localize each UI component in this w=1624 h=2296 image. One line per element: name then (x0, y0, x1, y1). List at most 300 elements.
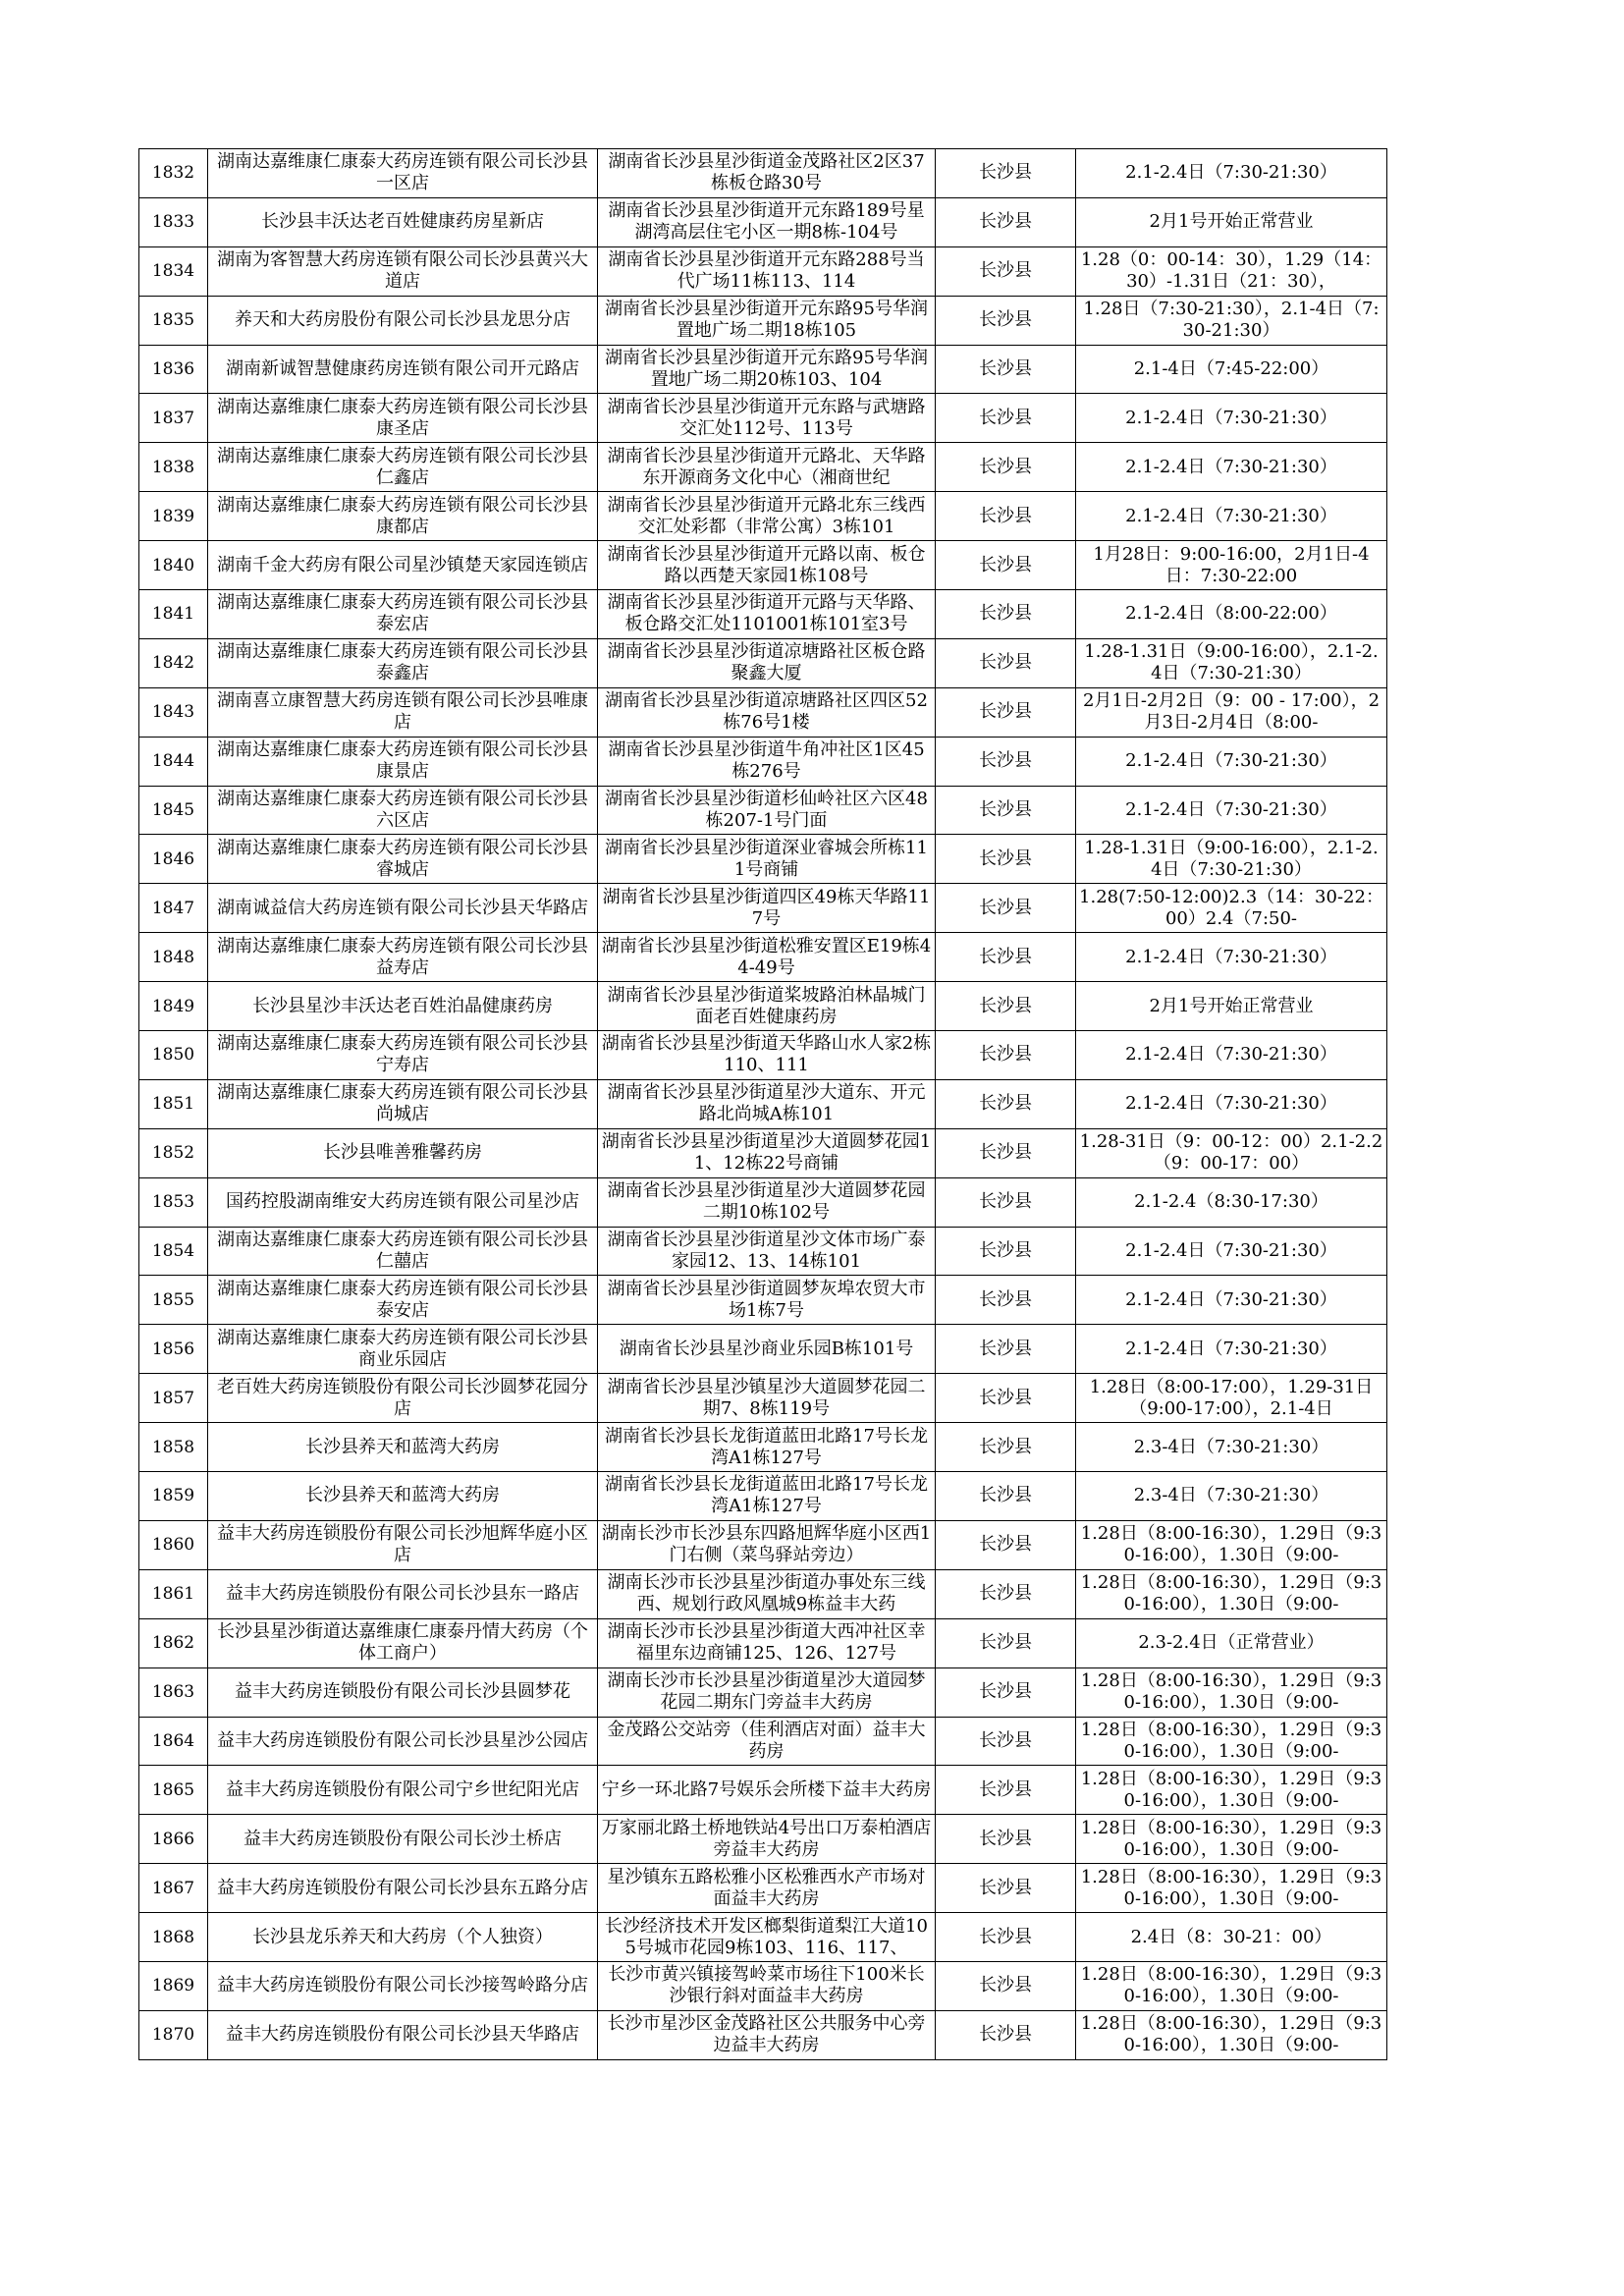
row-number (139, 1618, 208, 1667)
cell-hours: 2.3-2.4日（正常营业） (1138, 1632, 1325, 1654)
row-number (139, 1031, 208, 1080)
table-row (139, 1472, 1387, 1521)
cell-name: 老百姓大药房连锁股份有限公司长沙圆梦花园分店 (217, 1376, 588, 1419)
row-number (139, 149, 208, 198)
cell-county: 长沙县 (979, 1191, 1032, 1213)
business-hours (1076, 394, 1387, 443)
row-number (139, 1177, 208, 1227)
table-row (139, 835, 1387, 884)
cell-address: 湖南省长沙县星沙街道金茂路社区2区37栋板仓路30号 (608, 151, 925, 194)
cell-hours: 2.1-2.4日（7:30-21:30） (1125, 799, 1337, 821)
row-number (139, 1374, 208, 1423)
cell-hours: 1.28（0：00-14：30），1.29（14：30）-1.31日（21：30）， (1080, 249, 1382, 293)
pharmacy-address (598, 1667, 936, 1717)
cell-address: 湖南省长沙县星沙街道星沙大道圆梦花园二期10栋102号 (607, 1180, 926, 1224)
table-row (139, 1864, 1387, 1913)
cell-no: 1865 (151, 1779, 195, 1800)
cell-county: 长沙县 (979, 603, 1032, 625)
cell-county: 长沙县 (979, 358, 1032, 379)
cell-no: 1844 (151, 751, 195, 772)
cell-address: 湖南省长沙县星沙街道星沙大道圆梦花园11、12栋22号商铺 (601, 1131, 932, 1175)
cell-county: 长沙县 (979, 1877, 1032, 1898)
pharmacy-address (598, 1177, 936, 1227)
cell-county: 长沙县 (979, 946, 1032, 967)
cell-name: 长沙县养天和蓝湾大药房 (305, 1436, 500, 1457)
pharmacy-name (208, 345, 598, 394)
county (936, 1667, 1076, 1717)
cell-hours: 1.28-1.31日（9:00-16:00），2.1-2.4日（7:30-21:30） (1084, 837, 1379, 880)
pharmacy-address (598, 492, 936, 541)
cell-name: 湖南达嘉维康仁康泰大药房连锁有限公司长沙县睿城店 (217, 837, 588, 880)
pharmacy-address (598, 1913, 936, 1962)
cell-county: 长沙县 (979, 1729, 1032, 1751)
pharmacy-name (208, 443, 598, 492)
table-row (139, 1325, 1387, 1374)
county (936, 1961, 1076, 2010)
cell-county: 长沙县 (979, 1093, 1032, 1115)
cell-county: 长沙县 (979, 1583, 1032, 1605)
cell-no: 1843 (151, 702, 195, 723)
county (936, 1128, 1076, 1177)
business-hours (1076, 884, 1387, 933)
table-row (139, 1766, 1387, 1815)
cell-no: 1840 (151, 555, 195, 575)
county (936, 149, 1076, 198)
county (936, 2010, 1076, 2059)
business-hours (1076, 2010, 1387, 2059)
cell-address: 湖南省长沙县星沙街道凉塘路社区四区52栋76号1楼 (605, 690, 928, 734)
row-number (139, 687, 208, 737)
cell-county: 长沙县 (979, 799, 1032, 821)
cell-hours: 1.28日（8:00-16:30），1.29日（9:30-16:00），1.30日（9:00- (1080, 1768, 1382, 1811)
cell-address: 湖南省长沙县星沙街道开元东路与武塘路交汇处112号、113号 (607, 396, 926, 439)
cell-county: 长沙县 (979, 847, 1032, 869)
cell-name: 益丰大药房连锁股份有限公司长沙县天华路店 (226, 2024, 579, 2046)
cell-no: 1858 (151, 1437, 195, 1457)
pharmacy-name (208, 1227, 598, 1276)
business-hours (1076, 1472, 1387, 1521)
business-hours (1076, 933, 1387, 982)
row-number (139, 1667, 208, 1717)
cell-name: 湖南达嘉维康仁康泰大药房连锁有限公司长沙县益寿店 (217, 935, 588, 978)
cell-name: 湖南达嘉维康仁康泰大药房连锁有限公司长沙县泰鑫店 (217, 641, 588, 684)
pharmacy-name (208, 737, 598, 786)
table-row (139, 1128, 1387, 1177)
cell-address: 长沙市黄兴镇接驾岭菜市场往下100米长沙银行斜对面益丰大药房 (608, 1964, 925, 2007)
business-hours (1076, 1913, 1387, 1962)
table-row (139, 982, 1387, 1031)
cell-hours: 2.1-2.4日（7:30-21:30） (1125, 505, 1337, 526)
business-hours (1076, 1374, 1387, 1423)
pharmacy-name (208, 394, 598, 443)
row-number (139, 737, 208, 786)
business-hours (1076, 638, 1387, 687)
cell-name: 湖南达嘉维康仁康泰大药房连锁有限公司长沙县泰宏店 (217, 592, 588, 635)
business-hours (1076, 197, 1387, 246)
table-row (139, 1815, 1387, 1864)
cell-no: 1861 (151, 1584, 195, 1605)
cell-address: 湖南省长沙县星沙街道深业睿城会所栋111号商铺 (605, 837, 928, 880)
cell-name: 湖南达嘉维康仁康泰大药房连锁有限公司长沙县商业乐园店 (217, 1327, 588, 1370)
cell-address: 湖南省长沙县星沙街道开元东路95号华润置地广场二期18栋105 (605, 299, 928, 342)
cell-no: 1864 (151, 1730, 195, 1751)
row-number (139, 345, 208, 394)
pharmacy-address (598, 1128, 936, 1177)
county (936, 394, 1076, 443)
cell-address: 金茂路公交站旁（佳利酒店对面）益丰大药房 (607, 1719, 926, 1762)
cell-address: 湖南长沙市长沙县星沙街道星沙大道园梦花园二期东门旁益丰大药房 (607, 1670, 926, 1714)
cell-name: 益丰大药房连锁股份有限公司长沙县星沙公园店 (217, 1729, 588, 1751)
pharmacy-name (208, 1864, 598, 1913)
pharmacy-address (598, 1961, 936, 2010)
pharmacy-address (598, 1227, 936, 1276)
pharmacy-address (598, 638, 936, 687)
pharmacy-address (598, 1815, 936, 1864)
county (936, 1374, 1076, 1423)
cell-no: 1860 (151, 1535, 195, 1556)
table-row (139, 737, 1387, 786)
county (936, 1569, 1076, 1618)
cell-county: 长沙县 (979, 1926, 1032, 1947)
table-row (139, 1667, 1387, 1717)
cell-no: 1834 (151, 261, 195, 282)
pharmacy-address (598, 1717, 936, 1766)
cell-county: 长沙县 (979, 407, 1032, 428)
table-row (139, 1913, 1387, 1962)
table-row (139, 443, 1387, 492)
cell-hours: 2.1-2.4（8:30-17:30） (1134, 1191, 1328, 1213)
table-row (139, 638, 1387, 687)
row-number (139, 1864, 208, 1913)
cell-county: 长沙县 (979, 211, 1032, 233)
cell-hours: 2.1-2.4日（7:30-21:30） (1125, 456, 1337, 477)
county (936, 1177, 1076, 1227)
pharmacy-address (598, 1766, 936, 1815)
cell-hours: 1.28-31日（9：00-12：00）2.1-2.2（9：00-17：00） (1079, 1131, 1383, 1175)
cell-county: 长沙县 (979, 1534, 1032, 1556)
table-row (139, 786, 1387, 835)
cell-county: 长沙县 (979, 1681, 1032, 1703)
cell-county: 长沙县 (979, 554, 1032, 575)
pharmacy-name (208, 687, 598, 737)
table-row (139, 296, 1387, 345)
pharmacy-name (208, 1031, 598, 1080)
cell-no: 1848 (151, 947, 195, 967)
business-hours (1076, 1520, 1387, 1569)
pharmacy-name (208, 2010, 598, 2059)
county (936, 541, 1076, 590)
cell-address: 湖南省长沙县星沙街道星沙文体市场广泰家园12、13、14栋101 (607, 1230, 926, 1273)
cell-address: 湖南省长沙县星沙街道开元东路95号华润置地广场二期20栋103、104 (605, 348, 928, 390)
cell-name: 湖南达嘉维康仁康泰大药房连锁有限公司长沙县康都店 (217, 494, 588, 537)
row-number (139, 1325, 208, 1374)
cell-name: 益丰大药房连锁股份有限公司宁乡世纪阳光店 (226, 1778, 579, 1800)
cell-name: 养天和大药房股份有限公司长沙县龙思分店 (235, 309, 570, 331)
row-number (139, 1961, 208, 2010)
cell-hours: 2.1-2.4日（7:30-21:30） (1125, 162, 1337, 184)
table-row (139, 933, 1387, 982)
row-number (139, 1717, 208, 1766)
cell-no: 1849 (151, 996, 195, 1016)
business-hours (1076, 1717, 1387, 1766)
cell-hours: 1月28日：9:00-16:00，2月1日-4日：7:30-22:00 (1093, 543, 1370, 586)
county (936, 1815, 1076, 1864)
cell-address: 湖南省长沙县星沙街道四区49栋天华路117号 (602, 886, 931, 929)
cell-hours: 2.1-2.4日（7:30-21:30） (1125, 750, 1337, 772)
table-row (139, 394, 1387, 443)
cell-hours: 2.1-4日（7:45-22:00） (1133, 358, 1329, 379)
pharmacy-address (598, 1079, 936, 1128)
pharmacy-name (208, 541, 598, 590)
business-hours (1076, 1618, 1387, 1667)
pharmacy-address (598, 687, 936, 737)
business-hours (1076, 835, 1387, 884)
county (936, 1864, 1076, 1913)
pharmacy-name (208, 884, 598, 933)
cell-no: 1838 (151, 457, 195, 477)
cell-county: 长沙县 (979, 1828, 1032, 1849)
cell-name: 湖南为客智慧大药房连锁有限公司长沙县黄兴大道店 (217, 249, 588, 293)
cell-no: 1837 (151, 408, 195, 428)
business-hours (1076, 541, 1387, 590)
pharmacy-name (208, 590, 598, 639)
pharmacy-name (208, 1177, 598, 1227)
cell-name: 益丰大药房连锁股份有限公司长沙县东一路店 (226, 1583, 579, 1605)
row-number (139, 1520, 208, 1569)
business-hours (1076, 1423, 1387, 1472)
cell-hours: 1.28日（8:00-16:30），1.29日（9:30-16:00），1.30日（9:00- (1080, 1719, 1382, 1762)
row-number (139, 1472, 208, 1521)
pharmacy-address (598, 1374, 936, 1423)
cell-no: 1853 (151, 1192, 195, 1213)
cell-county: 长沙县 (979, 701, 1032, 723)
cell-name: 湖南达嘉维康仁康泰大药房连锁有限公司长沙县仁囍店 (217, 1230, 588, 1273)
pharmacy-name (208, 786, 598, 835)
cell-address: 长沙经济技术开发区榔梨街道梨江大道105号城市花园9栋103、116、117、 (605, 1915, 928, 1958)
pharmacy-name (208, 1276, 598, 1325)
pharmacy-name (208, 1569, 598, 1618)
row-number (139, 1815, 208, 1864)
pharmacy-name (208, 197, 598, 246)
cell-county: 长沙县 (979, 1436, 1032, 1457)
cell-county: 长沙县 (979, 456, 1032, 477)
pharmacy-address (598, 296, 936, 345)
cell-county: 长沙县 (979, 1975, 1032, 1996)
business-hours (1076, 1569, 1387, 1618)
county (936, 1423, 1076, 1472)
cell-county: 长沙县 (979, 1240, 1032, 1262)
cell-name: 国药控股湖南维安大药房连锁有限公司星沙店 (226, 1191, 579, 1213)
pharmacy-name (208, 1079, 598, 1128)
cell-no: 1850 (151, 1045, 195, 1066)
business-hours (1076, 1766, 1387, 1815)
business-hours (1076, 1227, 1387, 1276)
cell-no: 1835 (151, 310, 195, 331)
table-row (139, 1961, 1387, 2010)
pharmacy-name (208, 1128, 598, 1177)
table-row (139, 246, 1387, 296)
pharmacy-address (598, 786, 936, 835)
table-body (139, 149, 1387, 2060)
cell-name: 湖南达嘉维康仁康泰大药房连锁有限公司长沙县六区店 (217, 789, 588, 832)
county (936, 687, 1076, 737)
pharmacy-address (598, 590, 936, 639)
pharmacy-name (208, 492, 598, 541)
row-number (139, 933, 208, 982)
cell-no: 1855 (151, 1289, 195, 1310)
cell-name: 益丰大药房连锁股份有限公司长沙县东五路分店 (217, 1877, 588, 1898)
county (936, 246, 1076, 296)
cell-name: 益丰大药房连锁股份有限公司长沙县圆梦花 (235, 1681, 570, 1703)
cell-county: 长沙县 (979, 1387, 1032, 1408)
cell-name: 湖南达嘉维康仁康泰大药房连锁有限公司长沙县宁寿店 (217, 1033, 588, 1076)
cell-no: 1859 (151, 1486, 195, 1506)
cell-hours: 2.1-2.4日（7:30-21:30） (1125, 1044, 1337, 1066)
cell-name: 长沙县龙乐养天和大药房（个人独资） (252, 1926, 553, 1947)
business-hours (1076, 1177, 1387, 1227)
cell-county: 长沙县 (979, 1778, 1032, 1800)
business-hours (1076, 149, 1387, 198)
business-hours (1076, 1031, 1387, 1080)
cell-address: 湖南长沙市长沙县东四路旭辉华庭小区西1门右侧（菜鸟驿站旁边） (601, 1523, 932, 1566)
cell-no: 1867 (151, 1878, 195, 1898)
cell-no: 1846 (151, 848, 195, 869)
business-hours (1076, 246, 1387, 296)
business-hours (1076, 1961, 1387, 2010)
pharmacy-name (208, 1325, 598, 1374)
pharmacy-address (598, 2010, 936, 2059)
pharmacy-table (138, 148, 1387, 2060)
cell-hours: 1.28日（8:00-16:30），1.29日（9:30-16:00），1.30日（9:00- (1080, 1670, 1382, 1714)
pharmacy-address (598, 1276, 936, 1325)
row-number (139, 1276, 208, 1325)
county (936, 296, 1076, 345)
cell-address: 湖南省长沙县星沙街道杉仙岭社区六区48栋207-1号门面 (605, 789, 928, 832)
pharmacy-name (208, 1913, 598, 1962)
cell-address: 湖南省长沙县星沙镇星沙大道圆梦花园二期7、8栋119号 (607, 1376, 926, 1419)
county (936, 933, 1076, 982)
table-row (139, 1618, 1387, 1667)
cell-no: 1866 (151, 1829, 195, 1849)
cell-hours: 2.3-4日（7:30-21:30） (1133, 1485, 1329, 1506)
table-row (139, 1177, 1387, 1227)
county (936, 982, 1076, 1031)
pharmacy-name (208, 1520, 598, 1569)
cell-no: 1856 (151, 1339, 195, 1359)
pharmacy-address (598, 1520, 936, 1569)
row-number (139, 1128, 208, 1177)
cell-address: 万家丽北路土桥地铁站4号出口万泰柏酒店旁益丰大药房 (601, 1817, 932, 1860)
cell-no: 1832 (151, 163, 195, 184)
row-number (139, 296, 208, 345)
cell-county: 长沙县 (979, 1142, 1032, 1164)
cell-hours: 2.4日（8：30-21：00） (1130, 1926, 1332, 1947)
cell-county: 长沙县 (979, 260, 1032, 282)
pharmacy-address (598, 394, 936, 443)
table-row (139, 1717, 1387, 1766)
cell-hours: 2.1-2.4日（7:30-21:30） (1125, 1338, 1337, 1359)
cell-hours: 2.3-4日（7:30-21:30） (1133, 1436, 1329, 1457)
cell-address: 湖南省长沙县星沙街道凉塘路社区板仓路聚鑫大厦 (607, 641, 926, 684)
business-hours (1076, 1325, 1387, 1374)
pharmacy-address (598, 1618, 936, 1667)
pharmacy-name (208, 1766, 598, 1815)
cell-address: 长沙市星沙区金茂路社区公共服务中心旁边益丰大药房 (607, 2013, 926, 2056)
row-number (139, 884, 208, 933)
table-row (139, 1031, 1387, 1080)
table-row (139, 1276, 1387, 1325)
cell-hours: 1.28-1.31日（9:00-16:00），2.1-2.4日（7:30-21:30） (1084, 641, 1379, 684)
cell-county: 长沙县 (979, 750, 1032, 772)
pharmacy-address (598, 835, 936, 884)
table-row (139, 1569, 1387, 1618)
pharmacy-address (598, 246, 936, 296)
cell-no: 1833 (151, 212, 195, 233)
row-number (139, 443, 208, 492)
pharmacy-address (598, 1472, 936, 1521)
cell-no: 1845 (151, 800, 195, 821)
cell-hours: 1.28日（7:30-21:30），2.1-4日（7:30-21:30） (1083, 299, 1380, 342)
row-number (139, 835, 208, 884)
cell-address: 湖南长沙市长沙县星沙街道办事处东三线西、规划行政风凰城9栋益丰大药 (607, 1572, 926, 1615)
pharmacy-name (208, 246, 598, 296)
cell-county: 长沙县 (979, 162, 1032, 184)
row-number (139, 590, 208, 639)
county (936, 737, 1076, 786)
cell-name: 湖南千金大药房有限公司星沙镇楚天家园连锁店 (217, 554, 588, 575)
pharmacy-name (208, 1961, 598, 2010)
cell-address: 湖南省长沙县星沙街道开元路以南、板仓路以西楚天家园1栋108号 (607, 543, 926, 586)
table-row (139, 345, 1387, 394)
cell-county: 长沙县 (979, 1632, 1032, 1654)
business-hours (1076, 1815, 1387, 1864)
county (936, 1031, 1076, 1080)
cell-name: 湖南喜立康智慧大药房连锁有限公司长沙县唯康店 (217, 690, 588, 734)
cell-county: 长沙县 (979, 2024, 1032, 2046)
cell-no: 1854 (151, 1241, 195, 1262)
county (936, 590, 1076, 639)
pharmacy-name (208, 1472, 598, 1521)
pharmacy-name (208, 1423, 598, 1472)
cell-hours: 2.1-2.4日（8:00-22:00） (1125, 603, 1337, 625)
cell-name: 湖南达嘉维康仁康泰大药房连锁有限公司长沙县一区店 (217, 151, 588, 194)
cell-hours: 1.28日（8:00-17:00），1.29-31日（9:00-17:00），2.1-4日 (1089, 1376, 1374, 1419)
business-hours (1076, 1079, 1387, 1128)
cell-address: 湖南省长沙县星沙街道天华路山水人家2栋110、111 (601, 1033, 932, 1076)
pharmacy-address (598, 443, 936, 492)
cell-no: 1868 (151, 1927, 195, 1947)
cell-no: 1841 (151, 604, 195, 625)
county (936, 1472, 1076, 1521)
cell-address: 湖南省长沙县星沙街道开元路北、天华路东开源商务文化中心（湘商世纪 (607, 445, 926, 488)
cell-name: 长沙县养天和蓝湾大药房 (305, 1485, 500, 1506)
row-number (139, 1766, 208, 1815)
cell-name: 湖南达嘉维康仁康泰大药房连锁有限公司长沙县尚城店 (217, 1082, 588, 1125)
cell-address: 湖南省长沙县长龙街道蓝田北路17号长龙湾A1栋127号 (605, 1474, 928, 1517)
cell-address: 宁乡一环北路7号娱乐会所楼下益丰大药房 (601, 1778, 932, 1800)
cell-hours: 2月1号开始正常营业 (1149, 211, 1314, 233)
pharmacy-address (598, 1325, 936, 1374)
county (936, 1717, 1076, 1766)
pharmacy-name (208, 1815, 598, 1864)
cell-address: 湖南省长沙县星沙街道星沙大道东、开元路北尚城A栋101 (607, 1082, 926, 1125)
table-row (139, 149, 1387, 198)
cell-no: 1857 (151, 1388, 195, 1408)
cell-name: 益丰大药房连锁股份有限公司长沙土桥店 (244, 1828, 562, 1849)
cell-address: 星沙镇东五路松雅小区松雅西水产市场对面益丰大药房 (607, 1866, 926, 1909)
business-hours (1076, 590, 1387, 639)
pharmacy-name (208, 638, 598, 687)
